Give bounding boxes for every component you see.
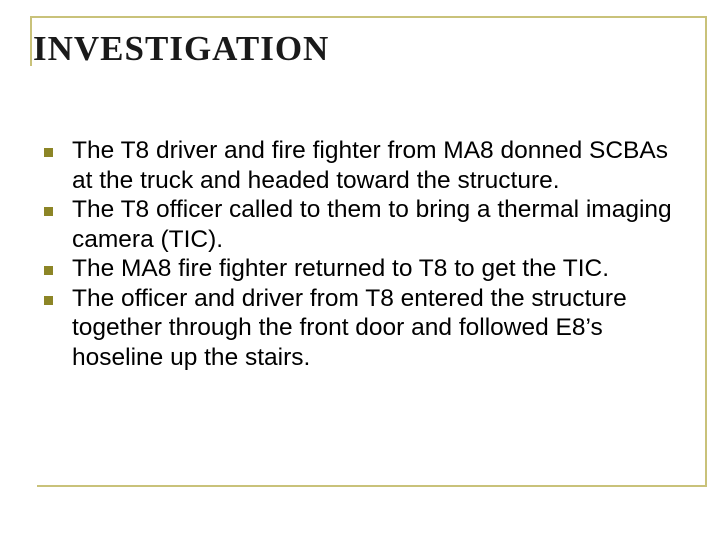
square-bullet-icon (44, 148, 53, 157)
bullet-text: The officer and driver from T8 entered the structure together through the front door and followed E8’s hoseline up the stairs. (72, 284, 627, 371)
bullet-text: The T8 officer called to them to bring a thermal imaging camera (TIC). (72, 196, 672, 253)
bullet-text: The T8 driver and fire fighter from MA8 donned SCBAs at the truck and headed toward the structure. (72, 137, 668, 194)
square-bullet-icon (44, 207, 53, 216)
bullet-item (44, 284, 684, 373)
bottom-rule (37, 485, 707, 487)
right-rule (705, 16, 707, 486)
bullet-text: The MA8 fire fighter returned to T8 to get the TIC. (72, 255, 610, 282)
bullet-item (44, 254, 684, 284)
bullet-item (44, 195, 684, 254)
bullet-item (44, 136, 684, 195)
square-bullet-icon (44, 266, 53, 275)
slide-title: INVESTIGATION (33, 29, 330, 68)
bullet-list (44, 136, 684, 372)
left-rule (30, 16, 32, 66)
square-bullet-icon (44, 296, 53, 305)
top-rule (30, 16, 707, 18)
